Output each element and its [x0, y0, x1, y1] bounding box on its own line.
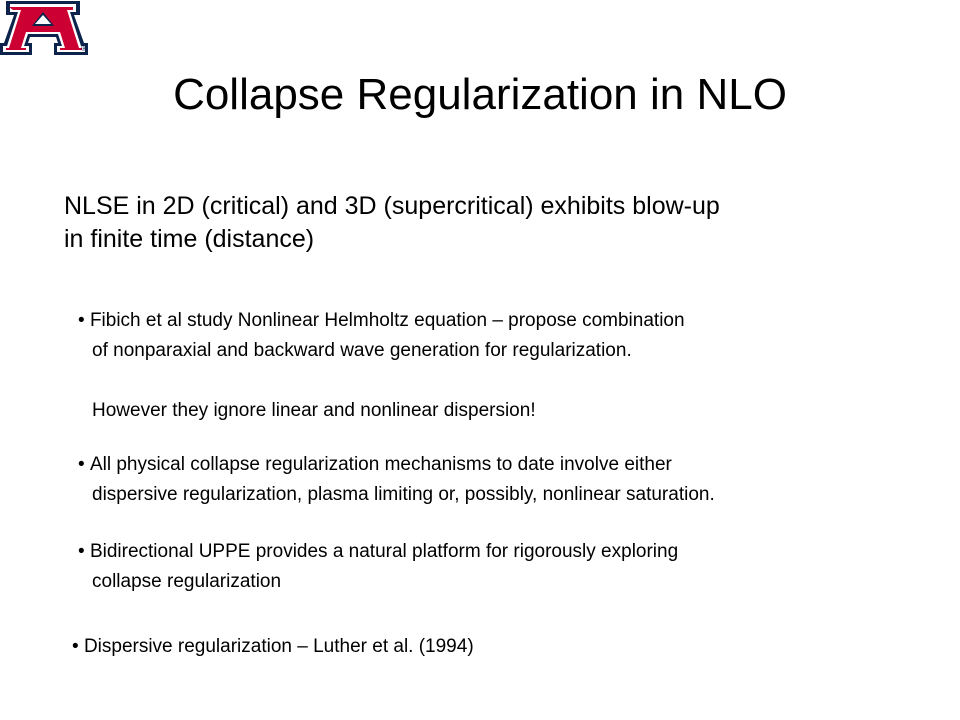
slide-title: Collapse Regularization in NLO: [173, 70, 787, 119]
registered-mark: ®: [81, 44, 87, 53]
bullet-text-continued: of nonparaxial and backward wave generation for regularization.: [92, 340, 632, 361]
bullet-text-continued: collapse regularization: [92, 571, 282, 592]
bullet-text: • Dispersive regularization – Luther et al. (1994): [72, 632, 932, 662]
bullet-text: • Fibich et al study Nonlinear Helmholtz equation – propose combination: [78, 306, 938, 336]
bullet-item: [72, 632, 932, 662]
bullet-text: • Bidirectional UPPE provides a natural platform for rigorously exploring: [78, 537, 938, 567]
bullet-text: • All physical collapse regularization mechanisms to date involve either: [78, 450, 938, 480]
intro-line: in finite time (distance): [64, 225, 315, 253]
intro-paragraph: [64, 190, 944, 256]
university-logo: [0, 0, 90, 56]
bullet-item: [78, 306, 938, 426]
intro-line: NLSE in 2D (critical) and 3D (supercritical) exhibits blow-up: [64, 192, 720, 220]
bullet-text-continued: dispersive regularization, plasma limiting or, possibly, nonlinear saturation.: [92, 484, 715, 505]
bullet-note: However they ignore linear and nonlinear dispersion!: [92, 400, 536, 421]
bullet-item: [78, 450, 938, 510]
bullet-item: [78, 537, 938, 597]
